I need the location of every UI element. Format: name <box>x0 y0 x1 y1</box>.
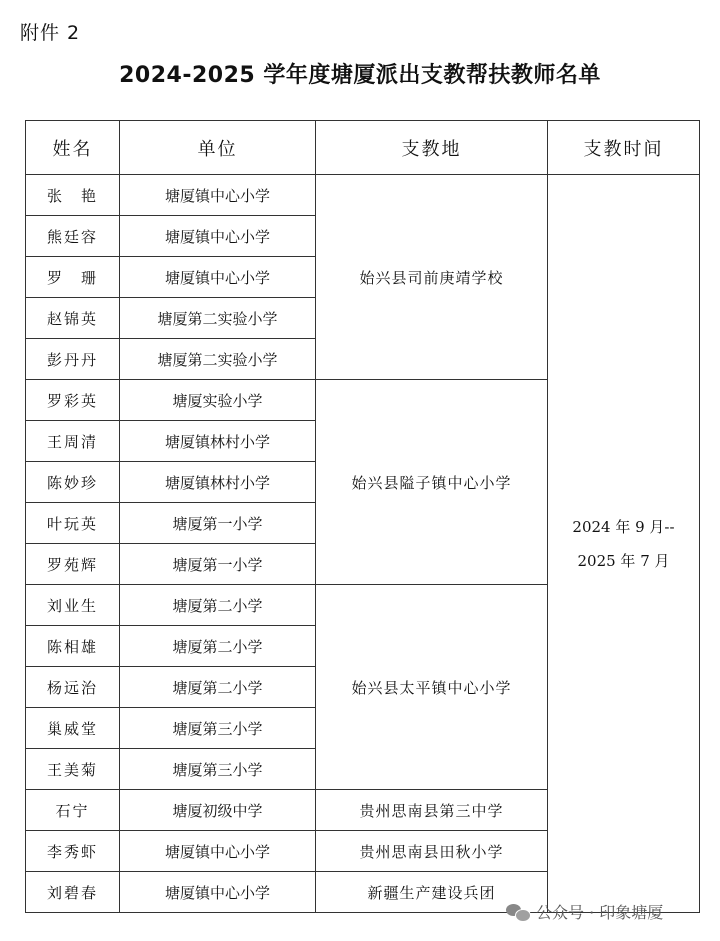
support-place: 始兴县隘子镇中心小学 <box>316 380 548 585</box>
teacher-name: 石宁 <box>26 790 120 831</box>
teacher-unit: 塘厦第二小学 <box>120 626 316 667</box>
teacher-name: 王周清 <box>26 421 120 462</box>
teacher-unit: 塘厦镇中心小学 <box>120 216 316 257</box>
teacher-name: 罗苑辉 <box>26 544 120 585</box>
period-end: 2025 年 7 月 <box>577 551 670 570</box>
teacher-name: 陈相雄 <box>26 626 120 667</box>
watermark <box>506 900 663 923</box>
teacher-name: 刘碧春 <box>26 872 120 913</box>
teacher-name: 王美菊 <box>26 749 120 790</box>
teacher-unit: 塘厦镇中心小学 <box>120 257 316 298</box>
header-unit: 单位 <box>120 121 316 175</box>
teacher-name: 罗彩英 <box>26 380 120 421</box>
teacher-unit: 塘厦第二实验小学 <box>120 298 316 339</box>
teacher-unit: 塘厦第二实验小学 <box>120 339 316 380</box>
header-period: 支教时间 <box>548 121 700 175</box>
teacher-unit: 塘厦第三小学 <box>120 708 316 749</box>
teacher-name: 李秀虾 <box>26 831 120 872</box>
teacher-unit: 塘厦第一小学 <box>120 544 316 585</box>
teacher-name: 罗 珊 <box>26 257 120 298</box>
teacher-unit: 塘厦第二小学 <box>120 667 316 708</box>
teacher-name: 叶玩英 <box>26 503 120 544</box>
support-place: 贵州思南县田秋小学 <box>316 831 548 872</box>
teacher-roster-table <box>25 120 700 913</box>
teacher-name: 巢威堂 <box>26 708 120 749</box>
teacher-name: 杨远治 <box>26 667 120 708</box>
support-period <box>548 175 700 913</box>
teacher-unit: 塘厦第三小学 <box>120 749 316 790</box>
teacher-name: 陈妙珍 <box>26 462 120 503</box>
table-row <box>26 175 700 216</box>
teacher-unit: 塘厦镇中心小学 <box>120 831 316 872</box>
teacher-name: 彭丹丹 <box>26 339 120 380</box>
teacher-unit: 塘厦实验小学 <box>120 380 316 421</box>
document-title: 2024-2025 学年度塘厦派出支教帮扶教师名单 <box>119 63 601 88</box>
support-place: 贵州思南县第三中学 <box>316 790 548 831</box>
header-place: 支教地 <box>316 121 548 175</box>
teacher-name: 张 艳 <box>26 175 120 216</box>
header-name: 姓名 <box>26 121 120 175</box>
table-header-row <box>26 121 700 175</box>
wechat-icon <box>506 903 530 921</box>
support-place: 始兴县太平镇中心小学 <box>316 585 548 790</box>
teacher-unit: 塘厦第一小学 <box>120 503 316 544</box>
attachment-label: 附件 2 <box>20 22 81 44</box>
teacher-unit: 塘厦镇中心小学 <box>120 872 316 913</box>
period-start: 2024 年 9 月-- <box>572 517 675 536</box>
teacher-unit: 塘厦初级中学 <box>120 790 316 831</box>
support-place: 新疆生产建设兵团 <box>316 872 548 913</box>
support-place: 始兴县司前庚靖学校 <box>316 175 548 380</box>
teacher-name: 赵锦英 <box>26 298 120 339</box>
teacher-unit: 塘厦镇林村小学 <box>120 462 316 503</box>
teacher-unit: 塘厦镇中心小学 <box>120 175 316 216</box>
teacher-name: 刘业生 <box>26 585 120 626</box>
teacher-unit: 塘厦第二小学 <box>120 585 316 626</box>
watermark-text: 公众号 · 印象塘厦 <box>536 903 664 922</box>
teacher-unit: 塘厦镇林村小学 <box>120 421 316 462</box>
teacher-name: 熊廷容 <box>26 216 120 257</box>
